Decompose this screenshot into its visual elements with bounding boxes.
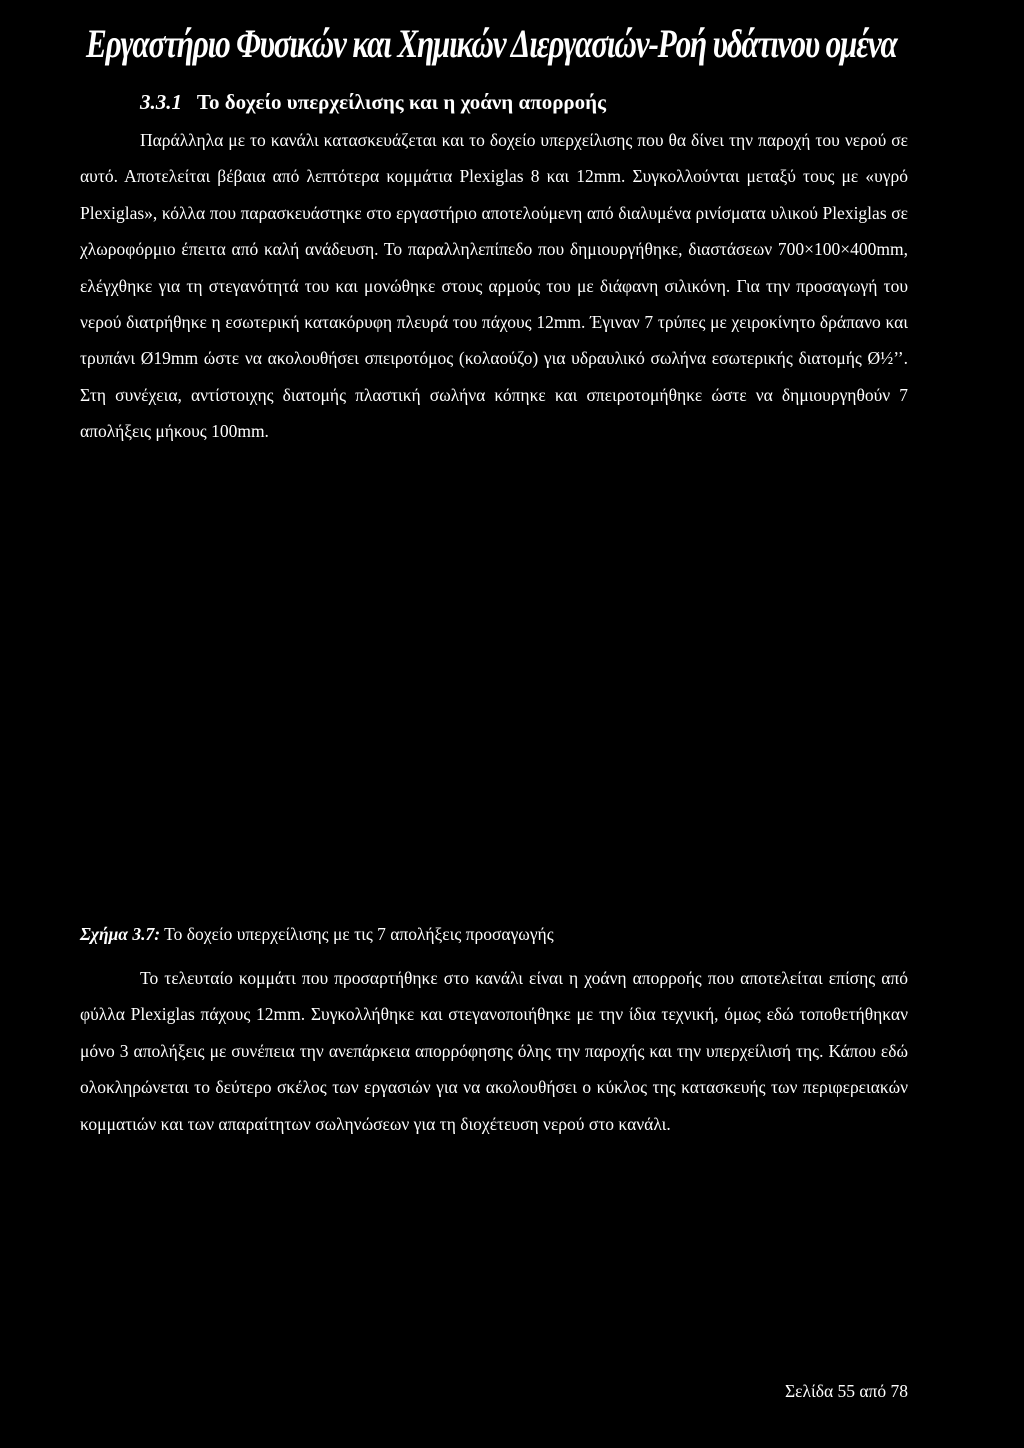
section-heading (140, 88, 606, 116)
paragraph-drain-funnel: Το τελευταίο κομμάτι που προσαρτήθηκε στο κανάλι είναι η χοάνη απορροής που αποτελείται επίσης από φύλλα Plexiglas πάχους 12mm. Συγκολλήθηκε και στεγανοποιήθηκε με την ίδια τεχνική, όμως εδώ τοποθετήθηκαν μόνο 3 απολήξεις με συνέπεια την ανεπάρκεια απορρόφησης όλης την παροχής και την υπερχείλισή της. Κάπου εδώ ολοκληρώνεται το δεύτερο σκέλος των εργασιών για να ακολουθήσει ο κύκλος της κατασκευής των περιφερειακών κομματιών και των απαραίτητων σωληνώσεων για τη διοχέτευση νερού στο κανάλι. (80, 968, 908, 1134)
figure-image-placeholder (80, 520, 908, 910)
section-number: 3.3.1 (140, 90, 182, 114)
paragraph-overflow-tank: Παράλληλα με το κανάλι κατασκευάζεται και το δοχείο υπερχείλισης που θα δίνει την παροχή του νερού σε αυτό. Αποτελείται βέβαια από λεπτότερα κομμάτια Plexiglas 8 και 12mm. Συγκολλούνται μεταξύ τους με «υγρό Plexiglas», κόλλα που παρασκευάστηκε στο εργαστήριο αποτελούμενη από διαλυμένα ρινίσματα υλικού Plexiglas σε χλωροφόρμιο έπειτα από καλή ανάδευση. Το παραλληλεπίπεδο που δημιουργήθηκε, διαστάσεων 700×100×400mm, ελέγχθηκε για τη στεγανότητά του και μονώθηκε στους αρμούς του με διάφανη σιλικόνη. Για την προσαγωγή του νερού διατρήθηκε η εσωτερική κατακόρυφη πλευρά του πάχους 12mm. Έγιναν 7 τρύπες με χειροκίνητο δράπανο και τρυπάνι Ø19mm ώστε να ακολουθήσει σπειροτόμος (κολαούζο) για υδραυλικό σωλήνα εσωτερικής διατομής Ø½’’. Στη συνέχεια, αντίστοιχης διατομής πλαστική σωλήνα κόπηκε και σπειροτομήθηκε ώστε να δημιουργηθούν 7 απολήξεις μήκους 100mm. (80, 130, 908, 442)
page-number: Σελίδα 55 από 78 (784, 1381, 908, 1401)
figure-label: Σχήμα 3.7: (80, 924, 161, 944)
figure-caption (80, 922, 554, 946)
section-title: Το δοχείο υπερχείλισης και η χοάνη απορροής (196, 90, 606, 114)
running-header: Εργαστήριο Φυσικών και Χημικών Διεργασιών-Ροή υδάτινου ομένα (86, 21, 897, 66)
figure-caption-text: Το δοχείο υπερχείλισης με τις 7 απολήξεις προσαγωγής (164, 924, 554, 944)
